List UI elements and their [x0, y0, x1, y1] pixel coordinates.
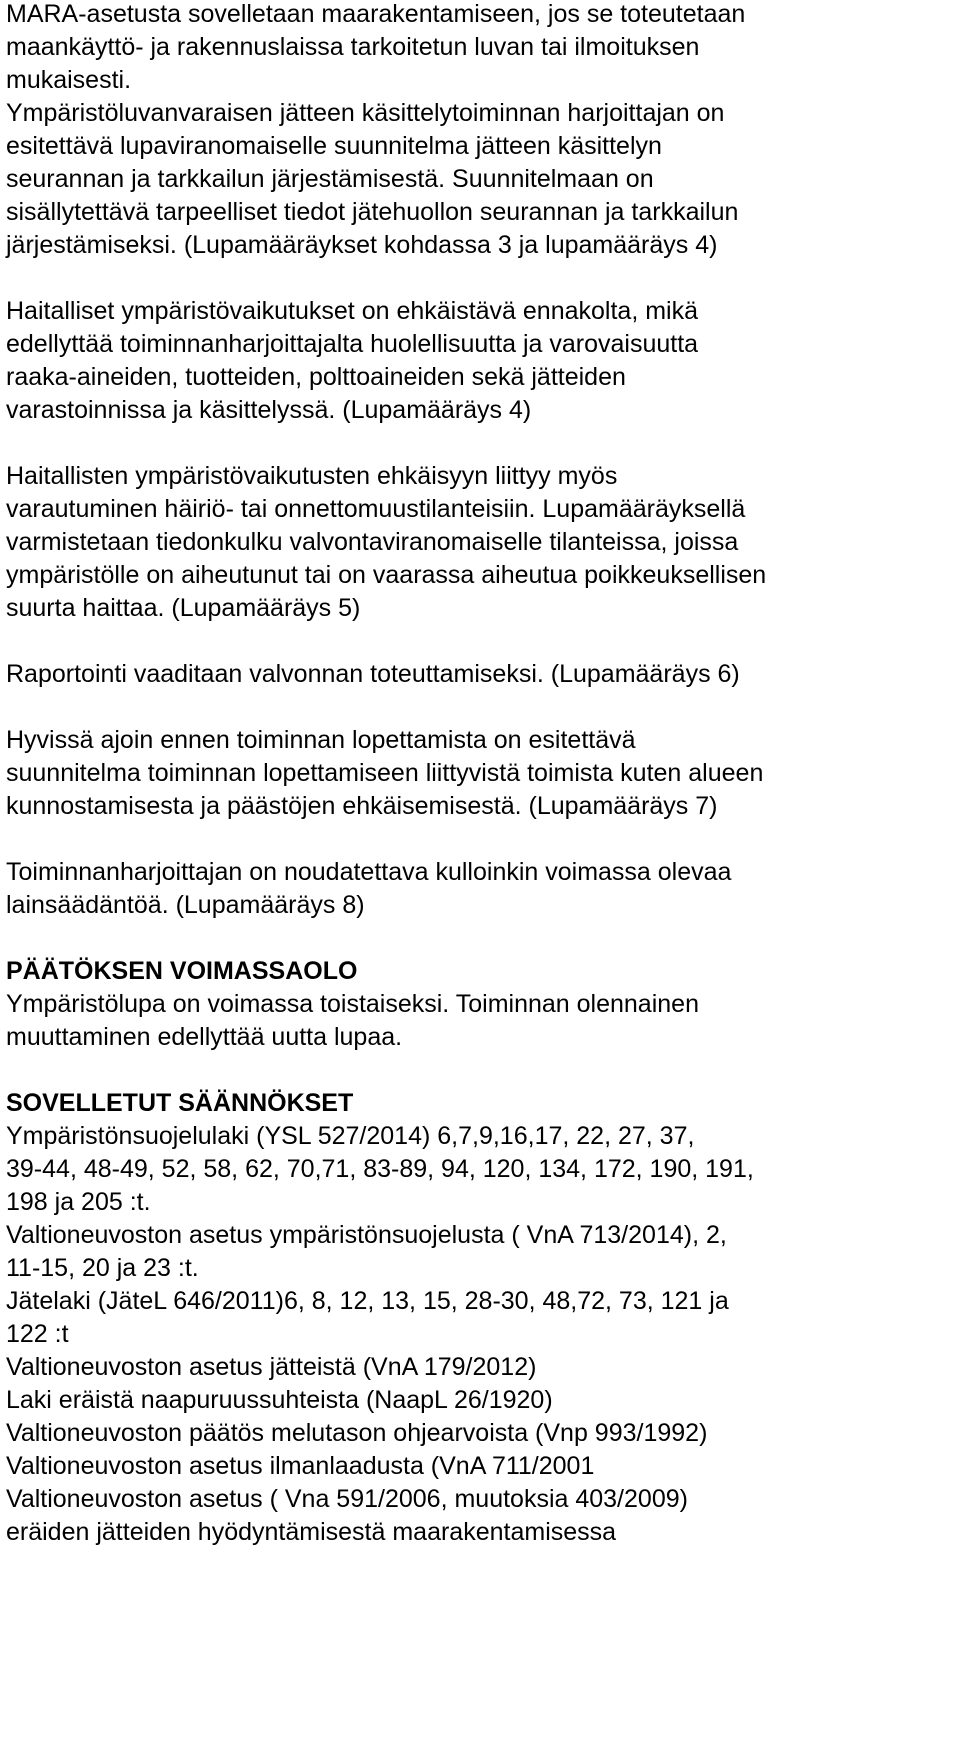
regulation-item: Laki eräistä naapuruussuhteista (NaapL 26/1920): [6, 1386, 553, 1414]
paragraph-legislation: Toiminnanharjoittajan on noudatettava kulloinkin voimassa olevaa lainsäädäntöä. (Lupamääräys 8): [6, 858, 732, 919]
paragraph-gap: [6, 625, 956, 658]
regulation-item: Ympäristönsuojelulaki (YSL 527/2014) 6,7,9,16,17, 22, 27, 37, 39-44, 48-49, 52, 58, 62, 70,71, 83-89, 94, 120, 134, 172, 190, 191, 198 ja 205 :t.: [6, 1122, 754, 1216]
paragraph-gap: [6, 427, 956, 460]
regulation-item: Valtioneuvoston asetus ( Vna 591/2006, muutoksia 403/2009) eräiden jätteiden hyödyntämisestä maarakentamisessa: [6, 1485, 688, 1546]
paragraph-gap: [6, 262, 956, 295]
regulations-list: [6, 1120, 956, 1549]
regulation-item: Valtioneuvoston päätös melutason ohjearvoista (Vnp 993/1992): [6, 1419, 708, 1447]
paragraph-gap: [6, 691, 956, 724]
validity-text: Ympäristölupa on voimassa toistaiseksi. Toiminnan olennainen muuttaminen edellyttää uutta lupaa.: [6, 990, 699, 1051]
paragraph-closure-plan: Hyvissä ajoin ennen toiminnan lopettamista on esitettävä suunnitelma toiminnan lopettamiseen liittyvistä toimista kuten alueen kunnostamisesta ja päästöjen ehkäisemisestä. (Lupamääräys 7): [6, 726, 764, 820]
paragraph-gap: [6, 1054, 956, 1087]
paragraph-harmful-effects: Haitalliset ympäristövaikutukset on ehkäistävä ennakolta, mikä edellyttää toiminnanharjoittajalta huolellisuutta ja varovaisuutta raaka-aineiden, tuotteiden, polttoaineiden sekä jätteiden varastoinnissa ja käsittelyssä. (Lupamääräys 4): [6, 297, 699, 424]
paragraph-gap: [6, 922, 956, 955]
regulations-heading: SOVELLETUT SÄÄNNÖKSET: [6, 1089, 354, 1117]
regulation-item: Valtioneuvoston asetus ympäristönsuojelusta ( VnA 713/2014), 2, 11-15, 20 ja 23 :t.: [6, 1221, 727, 1282]
paragraph-gap: [6, 823, 956, 856]
paragraph-reporting: Raportointi vaaditaan valvonnan toteuttamiseksi. (Lupamääräys 6): [6, 660, 740, 688]
regulation-item: Jätelaki (JäteL 646/2011)6, 8, 12, 13, 15, 28-30, 48,72, 73, 121 ja 122 :t: [6, 1287, 729, 1348]
paragraph-mara-and-monitoring: MARA-asetusta sovelletaan maarakentamiseen, jos se toteutetaan maankäyttö- ja rakennuslaissa tarkoitetun luvan tai ilmoituksen mukaisesti. Ympäristöluvanvaraisen jätteen käsittelytoiminnan harjoittajan on esitettävä lupaviranomaiselle suunnitelma jätteen käsittelyn seurannan ja tarkkailun järjestämisestä. Suunnitelmaan on sisällytettävä tarpeelliset tiedot jätehuollon seurannan ja tarkkailun järjestämiseksi. (Lupamääräykset kohdassa 3 ja lupamääräys 4): [6, 0, 746, 259]
validity-heading: PÄÄTÖKSEN VOIMASSAOLO: [6, 957, 358, 985]
regulation-item: Valtioneuvoston asetus ilmanlaadusta (VnA 711/2001: [6, 1452, 595, 1480]
regulation-item: Valtioneuvoston asetus jätteistä (VnA 179/2012): [6, 1353, 537, 1381]
document-page: [6, 0, 956, 1549]
paragraph-preparedness: Haitallisten ympäristövaikutusten ehkäisyyn liittyy myös varautuminen häiriö- tai onnettomuustilanteisiin. Lupamääräyksellä varmistetaan tiedonkulku valvontaviranomaiselle tilanteissa, joissa ympäristölle on aiheutunut tai on vaarassa aiheutua poikkeuksellisen suurta haittaa. (Lupamääräys 5): [6, 462, 767, 622]
